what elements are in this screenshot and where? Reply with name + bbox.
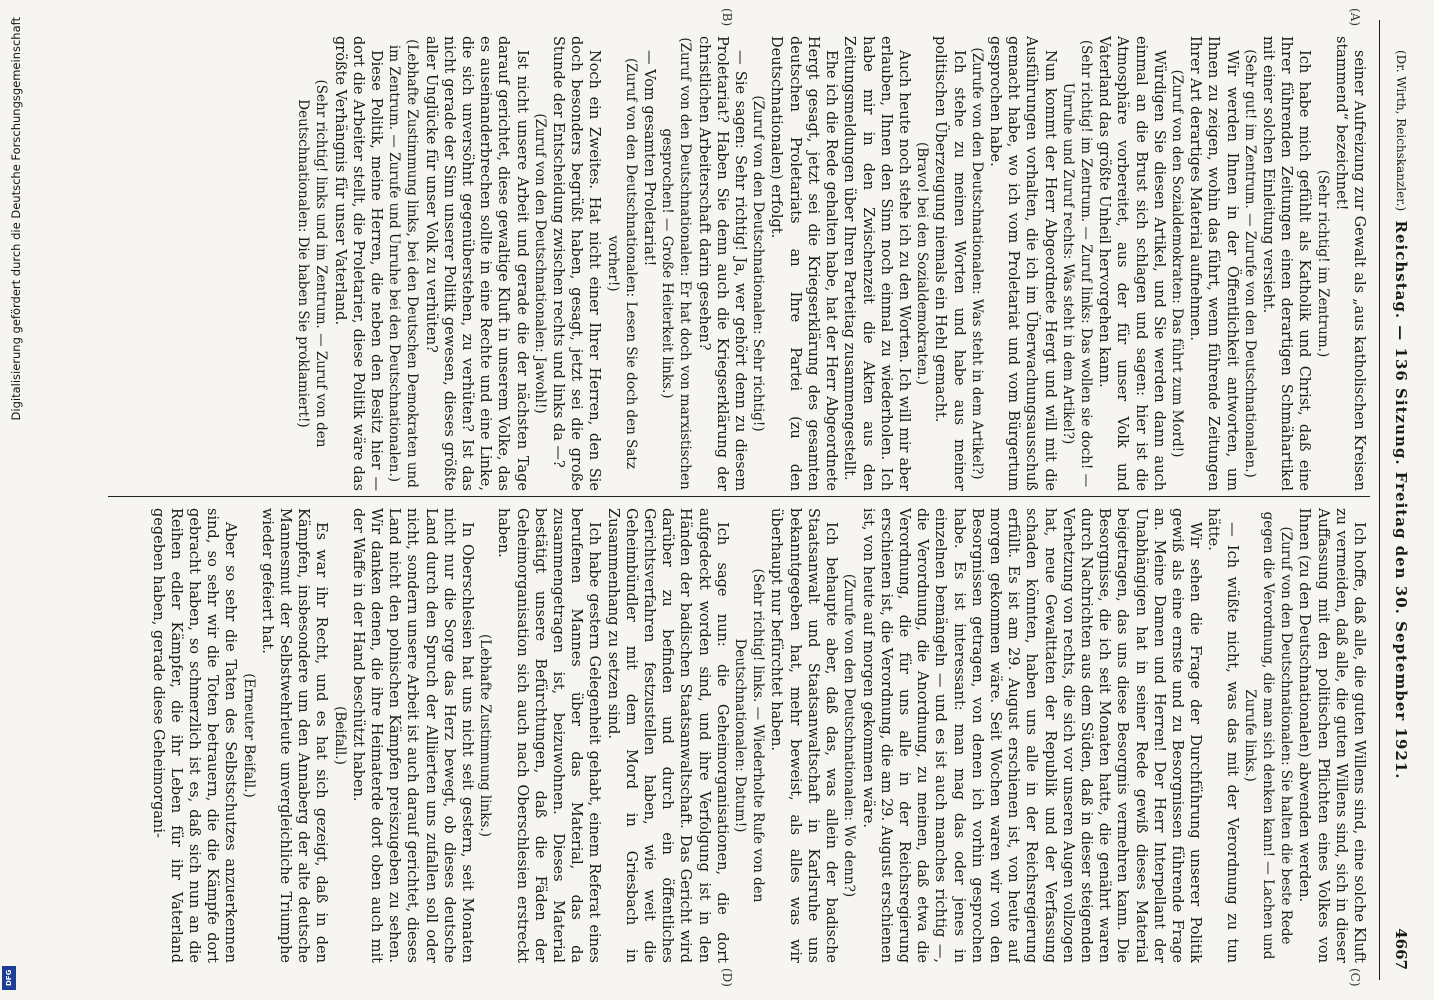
paragraph: Noch ein Zweites. Hat nicht einer Ihrer Herren, den Sie doch besonders begrüßt haben, gesagt, jetzt sei die große Stunde der Entscheidung zwischen rechts und links da —? bbox=[550, 36, 603, 491]
paragraph: Wir werden Ihnen in der Öffentlichkeit antworten, um Ihnen zu zeigen, wohin das führt, wenn führende Zeitungen Ihrer Art derartiges Material aufnehmen. bbox=[1187, 36, 1240, 491]
dfg-logo-icon: DFG bbox=[2, 966, 16, 990]
paragraph: Diese Politik, meine Herren, die neben den Besitz hier — dort die Arbeiter stellt, die Proletarier, diese Politik wäre das größte Verhängnis für unser Vaterland. bbox=[331, 36, 385, 491]
paragraph: Ich habe gestern Gelegenheit gehabt, einem Referat eines berufenen Mannes über das Material, das da zusammengetragen ist, beizuwohnen. Dieses Material bestätigt unsere Befürchtungen, daß die Fäden der Geheimorganisation sich auch nach Oberschlesien erstreckt haben. bbox=[495, 508, 603, 963]
stage-direction: (Zuruf von den Deutschnationalen: Er hat doch von marxistischen gesprochen! — Große Heiterkeit links.) bbox=[659, 37, 694, 490]
stage-direction: (Beifall.) bbox=[331, 706, 348, 765]
paragraph: Auch heute noch stehe ich zu den Worten. Ich will mir aber erlauben, Ihnen den Sinn noch einmal zu wiederholen. Ich habe mir in den Zwischenzeit die Akten aus den Zeitungsmeldungen über Ihren Parteitag zusammengestellt. bbox=[841, 36, 912, 491]
stage-direction: (Lebhafte Zustimmung links, bei den Deutschen Demokraten und im Zentrum. — Zurufe und Unruhe bei den Deutschnationalen.) bbox=[386, 39, 421, 488]
digitization-credit: Digitalisierung gefördert durch die Deutsche Forschungsgemeinschaft bbox=[9, 17, 23, 421]
left-text-column bbox=[108, 36, 1368, 491]
paragraph: seiner Aufreizung zur Gewalt als „aus katholischen Kreisen stammend“ bezeichnet! bbox=[1332, 36, 1367, 491]
column-divider bbox=[108, 496, 1370, 497]
stage-direction: (Sehr gut! im Zentrum. — Zurufe von den Deutschnationalen.) bbox=[1241, 49, 1258, 478]
stage-direction: (Zurufe von den Deutschnationalen: Was steht in dem Artikel?) bbox=[968, 47, 985, 480]
stage-direction: (Zuruf von den Sozialdemokraten: Das führt zum Mord!) bbox=[1168, 69, 1185, 458]
stage-direction: (Zurufe von den Deutschnationalen: Wo denn?) bbox=[841, 573, 858, 898]
paragraph: Ich hoffe, daß alle, die guten Willens sind, eine solche Kluft zu vermeiden, daß alle, die guten Willens sind, sich in dieser Auffassung mit den politischen Pflichten eines Volkes von Ihnen (zu den Deutschnationalen) abwenden werden. bbox=[1296, 508, 1367, 963]
margin-marker-c: (C) bbox=[1348, 968, 1362, 987]
paragraph: Ich stehe zu meinen Worten und habe aus meiner politischen Überzeugung niemals ein Hehl gemacht. bbox=[932, 36, 967, 491]
margin-marker-a: (A) bbox=[1348, 8, 1362, 27]
stage-direction: (Zuruf von den Deutschnationalen: Sehr richtig!) bbox=[750, 95, 767, 432]
paragraph: Ich habe mich gefühlt als Katholik und Christ, daß eine Ihrer führenden Zeitungen einen derartigen Schmähartikel mit einer solchen Einleitung versieht. bbox=[1259, 36, 1313, 491]
paragraph: Ehe ich die Rede gehalten habe, hat der Herr Abgeordnete Hergt gesagt, jetzt sei die Kriegserklärung des gesamten deutschen Proletariats an Ihre Partei (zu den Deutschnationalen) erfolgt. bbox=[768, 36, 840, 491]
margin-marker-b: (B) bbox=[720, 8, 734, 27]
paragraph: Ich behaupte aber, daß das, was allein der badische Staatsanwalt und Staatsanwaltschaft in Karlsruhe uns bekanntgegeben hat, mehr beweist, als alles was wir überhaupt nur befürchtet haben. bbox=[768, 508, 840, 963]
stage-direction: (Zuruf von den Deutschnationalen: Sie halten die beste Rede gegen die Verordnung, die man sich denken kann! — Lachen und Zurufe links.) bbox=[1241, 511, 1295, 960]
stage-direction: (Lebhafte Zustimmung links.) bbox=[477, 634, 494, 837]
speaker-note: (Dr. Wirth, Reichskanzler.) bbox=[1394, 50, 1408, 212]
stage-direction: (Zuruf von den Deutschnationalen: Lesen Sie doch den Satz vorher!) bbox=[604, 58, 639, 469]
stage-direction: (Sehr richtig! links und im Zentrum. — Zuruf von den Deutschnationalen: Die haben Sie proklamiert!) bbox=[295, 79, 330, 448]
stage-direction: (Bravo! bei den Sozialdemokraten.) bbox=[914, 141, 931, 386]
paragraph: In Oberschlesien hat uns nicht seit gestern, seit Monaten nicht nur die Sorge das Herz bewegt, ob dieses deutsche Land durch den Spruch der Alliierten uns zufallen soll oder nicht, sondern unsere Arbeit ist auch darauf gerichtet, dieses Land nicht den polnischen Kämpfen preiszugeben zu sehen. Wir danken denen, die ihre Heimaterde dort oben auch mit der Waffe in der Hand beschützt haben. bbox=[349, 508, 476, 963]
paragraph: — Sie sagen: Sehr richtig! Ja, wer gehört denn zu diesem Proletariat? Haben Sie denn auch die Kriegserklärung der christlichen Arbeiterschaft darin gesehen? bbox=[695, 36, 749, 491]
paragraph: — Vom gesamten Proletariat! bbox=[641, 50, 658, 267]
paragraph: Es war ihr Recht, und es hat sich gezeigt, daß in den Kämpfen, insbesondere um den Annaberg der alte deutsche Mannesmut der Selbstwehrleute unvergleichliche Triumphe wieder gefeiert hat. bbox=[258, 508, 330, 963]
paragraph: Nun kommt der Herr Abgeordnete Hergt und will mit die Ausführungen vorhalten, die ich im Überwachungsausschuß gemacht habe, wo ich vom Proletariat und vom Bürgertum gesprochen habe. bbox=[986, 36, 1058, 491]
right-text-column bbox=[108, 508, 1368, 963]
stage-direction: (Sehr richtig! im Zentrum. — Zuruf links: Das wollen sie doch! — Unruhe und Zuruf rechts: Was steht in dem Artikel?) bbox=[1059, 39, 1094, 488]
paragraph: — Ich wüßte nicht, was das mit der Verordnung zu tun hätte. bbox=[1205, 508, 1240, 963]
stage-direction: (Erneuter Beifall.) bbox=[240, 673, 257, 798]
paragraph: Aber so sehr die Taten des Selbstschutzes anzuerkennen sind, so sehr wir die Toten betrauern, die die Kämpfe dort gebracht haben, so schmerzlich ist es, daß sich nun an die Reihen edler Kämpfer, die ihr Leben für ihr Vaterland gegeben haben, gerade diese Geheimorgani- bbox=[149, 508, 239, 963]
paragraph: Würdigen Sie diesen Artikel, und Sie werden dann auch einmal an die Brust sich schlagen und sagen: hier ist die Atmosphäre vorbereitet, aus der für unser Volk und Vaterland das größte Unheil hervorgehen kann. bbox=[1096, 36, 1167, 491]
stage-direction: (Sehr richtig! links. — Wiederholte Rufe von den Deutschnationalen: Datum!) bbox=[732, 568, 767, 903]
session-title: Reichstag. — 136 Sitzung. Freitag den 30. September 1921. bbox=[1392, 220, 1410, 780]
paragraph: Ist nicht unsere Arbeit und gerade die der nächsten Tage darauf gerichtet, diese gewaltige Kluft in unserem Volke, das es auseinanderbrechen sollte in eine Rechte und eine Linke, die sich unversöhnt gegenüberstehen, zu verhüten? Ist das nicht gerade der Sinn unserer Politik gewesen, dieses größte aller Unglücke für unser Volk zu verhüten? bbox=[422, 36, 530, 491]
stage-direction: (Zuruf von den Deutschnationalen: Jawohl!) bbox=[531, 113, 548, 414]
page-number: 4667 bbox=[1392, 928, 1410, 970]
stage-direction: (Sehr richtig! im Zentrum.) bbox=[1314, 169, 1331, 358]
paragraph: Wir sehen die Frage der Durchführung unserer Politik gewiß als eine ernste und zu Besorgnissen führende Frage an. Meine Damen und Herren! Der Herr Interpellant der Unabhängigen hat in seiner Rede gewiß dieses Material beigetragen, das uns diese Besorgnis vermehren kann. Die Besorgnisse, die ich seit Monaten hatte, die genährt waren durch Nachrichten aus dem Süden, daß in dieser steigenden Verhetzung von rechts, die sich vor unseren Augen vollzogen hat, neue Gewalttaten der Republik und der Verfassung schaden könnten, haben uns alle in der Reichsregierung erfüllt. Es ist am 29. August erschienen ist, von heute auf morgen gekommen wäre. Seit Wochen waren wir von den Besorgnissen getragen, von denen ich vorhin gesprochen habe. Es ist interessant: man mag das oder jenes in einzelnen bemängeln — und es ist auch manches richtig —, die Verordnung, die Anordnung, zu meinen, daß etwa die Verordnung, die für uns alle in der Reichsregierung erschienen ist, die Verordnung, die am 29. August erschienen ist, von heute auf morgen gekommen wäre. bbox=[859, 508, 1204, 963]
margin-marker-d: (D) bbox=[720, 968, 734, 987]
paragraph: Ich sage nun: die Geheimorganisationen, die dort aufgedeckt worden sind, und ihre Verfolgung ist in den Händen der badischen Staatsanwaltschaft. Das Gericht wird darüber zu befinden und durch ein öffentliches Gerichtsverfahren festzustellen haben, wie weit die Geheimbündler mit dem Mord in Griesbach in Zusammenhang zu setzen sind. bbox=[604, 508, 730, 963]
page-header bbox=[1379, 20, 1420, 980]
